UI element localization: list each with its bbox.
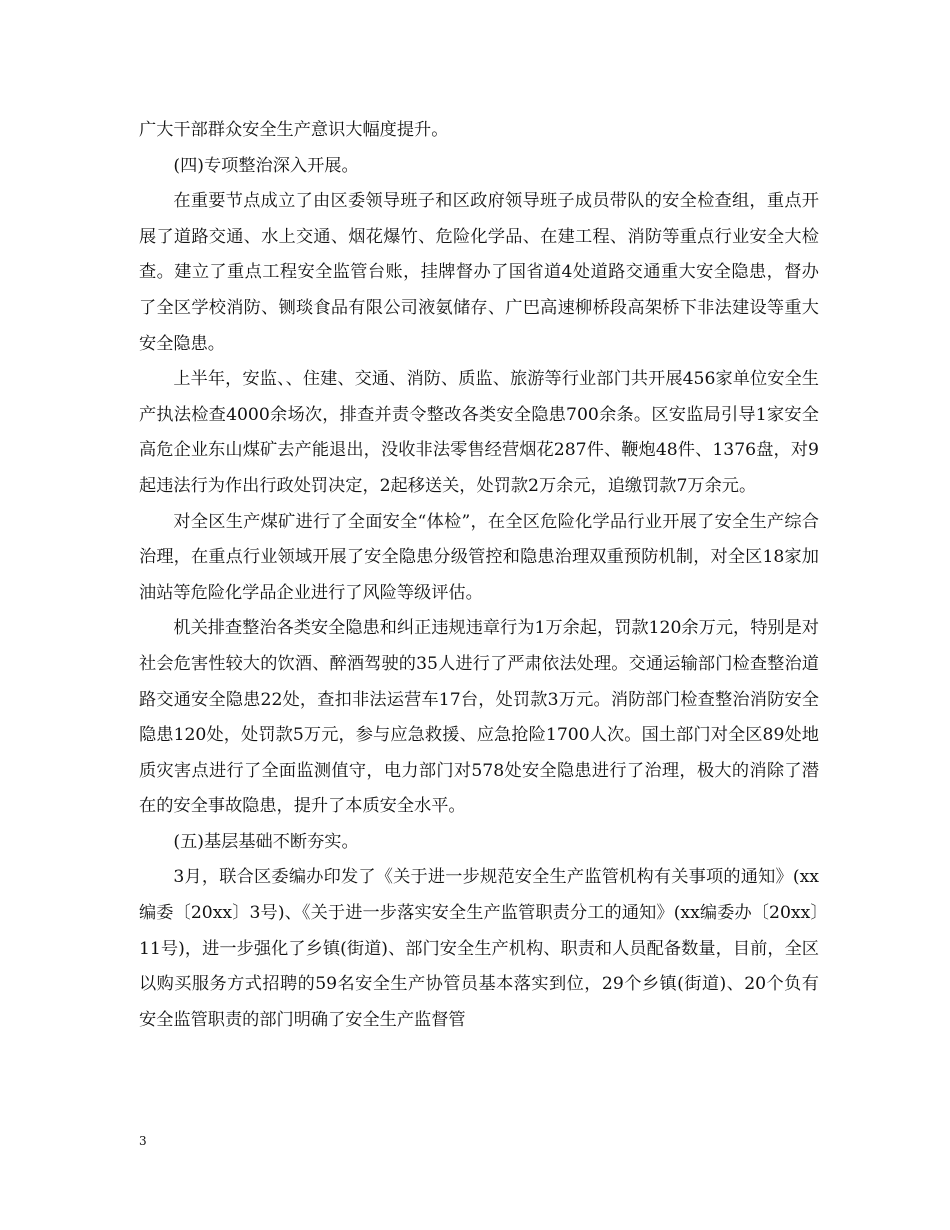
- body-text: [139, 113, 819, 1038]
- section-heading-5: (五)基层基础不断夯实。: [173, 831, 359, 852]
- paragraph-continuation: 广大干部群众安全生产意识大幅度提升。: [139, 120, 449, 140]
- page-number: 3: [139, 1134, 147, 1148]
- paragraph-coal-mine-checkup: 对全区生产煤矿进行了全面安全“体检”，在全区危险化学品行业开展了安全生产综合治理，在重点行业领域开展了安全隐患分级管控和隐患治理双重预防机制，对全区18家加油站等危险化学品企业进行了风险等级评估。: [139, 511, 819, 603]
- paragraph-inspection-groups: 在重要节点成立了由区委领导班子和区政府领导班子成员带队的安全检查组，重点开展了道路交通、水上交通、烟花爆竹、危险化学品、在建工程、消防等重点行业安全大检查。建立了重点工程安全监管台账，挂牌督办了国省道4处道路交通重大安全隐患，督办了全区学校消防、铡琰食品有限公司液氨储存、广巴高速柳桥段高架桥下非法建设等重大安全隐患。: [139, 191, 819, 354]
- paragraph-march-notice: 3月，联合区委编办印发了《关于进一步规范安全生产监管机构有关事项的通知》(xx编委〔20xx〕3号)、《关于进一步落实安全生产监管职责分工的通知》(xx编委办〔20xx〕11号)，进一步强化了乡镇(街道)、部门安全生产机构、职责和人员配备数量，目前，全区以购买服务方式招聘的59名安全生产协管员基本落实到位，29个乡镇(街道)、20个负有安全监管职责的部门明确了安全生产监督管: [139, 867, 819, 1030]
- section-heading-4: (四)专项整治深入开展。: [173, 155, 359, 176]
- paragraph-first-half-enforcement: 上半年，安监、、住建、交通、消防、质监、旅游等行业部门共开展456家单位安全生产执法检查4000余场次，排查并责令整改各类安全隐患700余条。区安监局引导1家安全高危企业东山煤矿去产能退出，没收非法零售经营烟花287件、鞭炮48件、1376盘，对9起违法行为作出行政处罚决定，2起移送关，处罚款2万余元，追缴罚款7万余元。: [139, 369, 819, 496]
- paragraph-hazard-rectification: 机关排查整治各类安全隐患和纠正违规违章行为1万余起，罚款120余万元，特别是对社会危害性较大的饮酒、醉酒驾驶的35人进行了严肃依法处理。交通运输部门检查整治道路交通安全隐患22处，查扣非法运营车17台，处罚款3万元。消防部门检查整治消防安全隐患120处，处罚款5万元，参与应急救援、应急抢险1700人次。国土部门对全区89处地质灾害点进行了全面监测值守，电力部门对578处安全隐患进行了治理，极大的消除了潜在的安全事故隐患，提升了本质安全水平。: [139, 618, 819, 817]
